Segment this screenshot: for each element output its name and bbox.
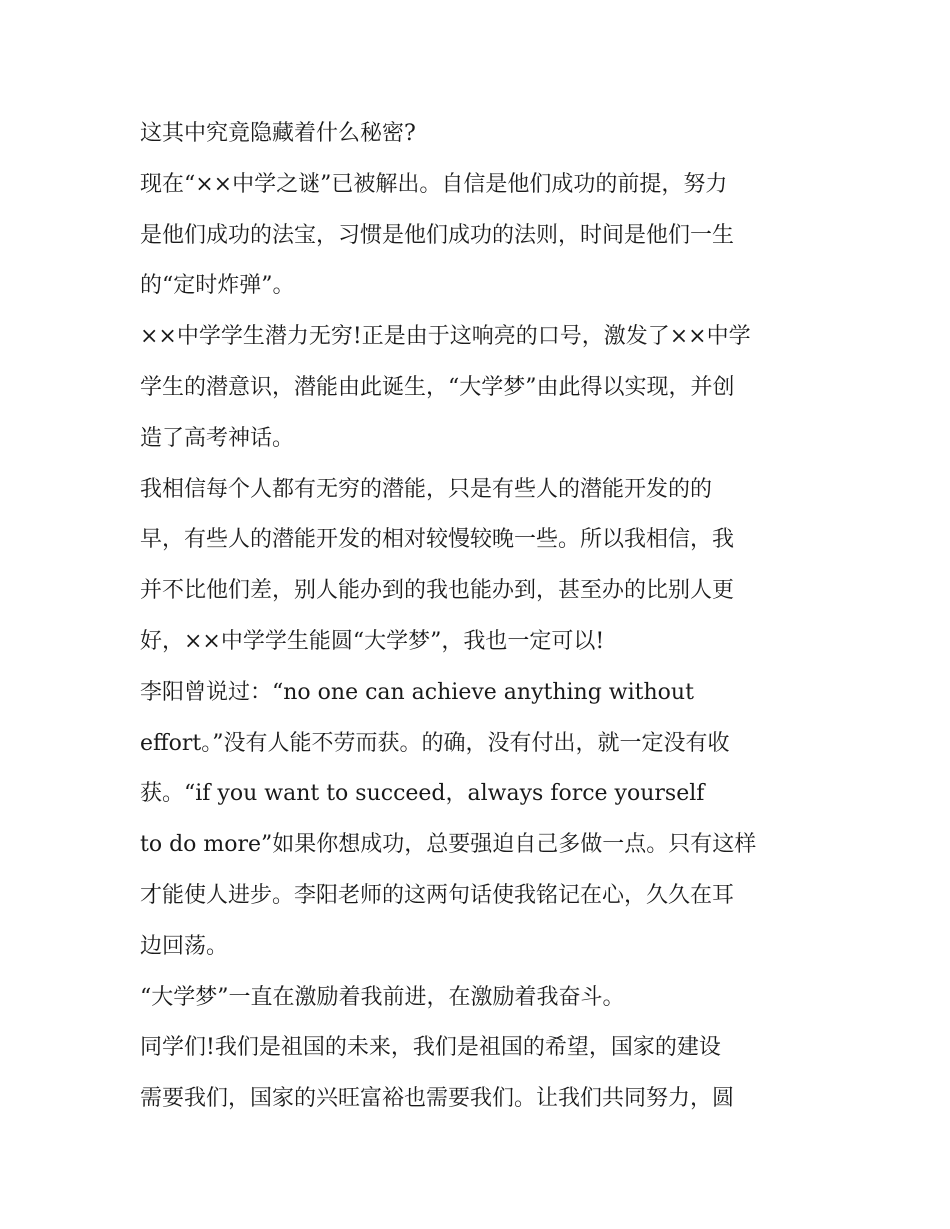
text-line: 我相信每个人都有无穷的潜能，只是有些人的潜能开发的的	[140, 476, 713, 502]
body-text	[140, 109, 820, 1125]
text-line: 这其中究竟隐藏着什么秘密?	[140, 121, 416, 146]
text-line: “大学梦”一直在激励着我前进，在激励着我奋斗。	[140, 984, 625, 1010]
text-line: 现在“××中学之谜”已被解出。自信是他们成功的前提，努力	[140, 171, 728, 197]
text-line: 好，××中学学生能圆“大学梦”，我也一定可以!	[140, 628, 605, 654]
text-line: 学生的潜意识，潜能由此诞生，“大学梦”由此得以实现，并创	[140, 374, 735, 400]
text-line: 造了高考神话。	[140, 425, 295, 451]
text-line: 获。“if you want to succeed，always force yourself	[140, 781, 705, 807]
text-line: 的“定时炸弹”。	[140, 273, 295, 299]
text-line: effort。”没有人能不劳而获。的确，没有付出，就一定没有收	[140, 730, 730, 756]
text-line: 是他们成功的法宝，习惯是他们成功的法则，时间是他们一生	[140, 222, 735, 248]
text-line: 早，有些人的潜能开发的相对较慢较晚一些。所以我相信，我	[140, 527, 735, 553]
text-line: 同学们!我们是祖国的未来，我们是祖国的希望，国家的建设	[140, 1035, 721, 1061]
text-line: 边回荡。	[140, 933, 229, 959]
text-line: 才能使人进步。李阳老师的这两句话使我铭记在心，久久在耳	[140, 882, 735, 908]
text-line: ××中学学生潜力无穷!正是由于这响亮的口号，激发了××中学	[140, 324, 751, 350]
text-line: 并不比他们差，别人能办到的我也能办到，甚至办的比别人更	[140, 578, 735, 604]
text-line: to do more”如果你想成功，总要强迫自己多做一点。只有这样	[140, 832, 757, 858]
text-line: 需要我们，国家的兴旺富裕也需要我们。让我们共同努力，圆	[140, 1086, 735, 1112]
text-line: 李阳曾说过：“no one can achieve anything without	[140, 679, 694, 705]
